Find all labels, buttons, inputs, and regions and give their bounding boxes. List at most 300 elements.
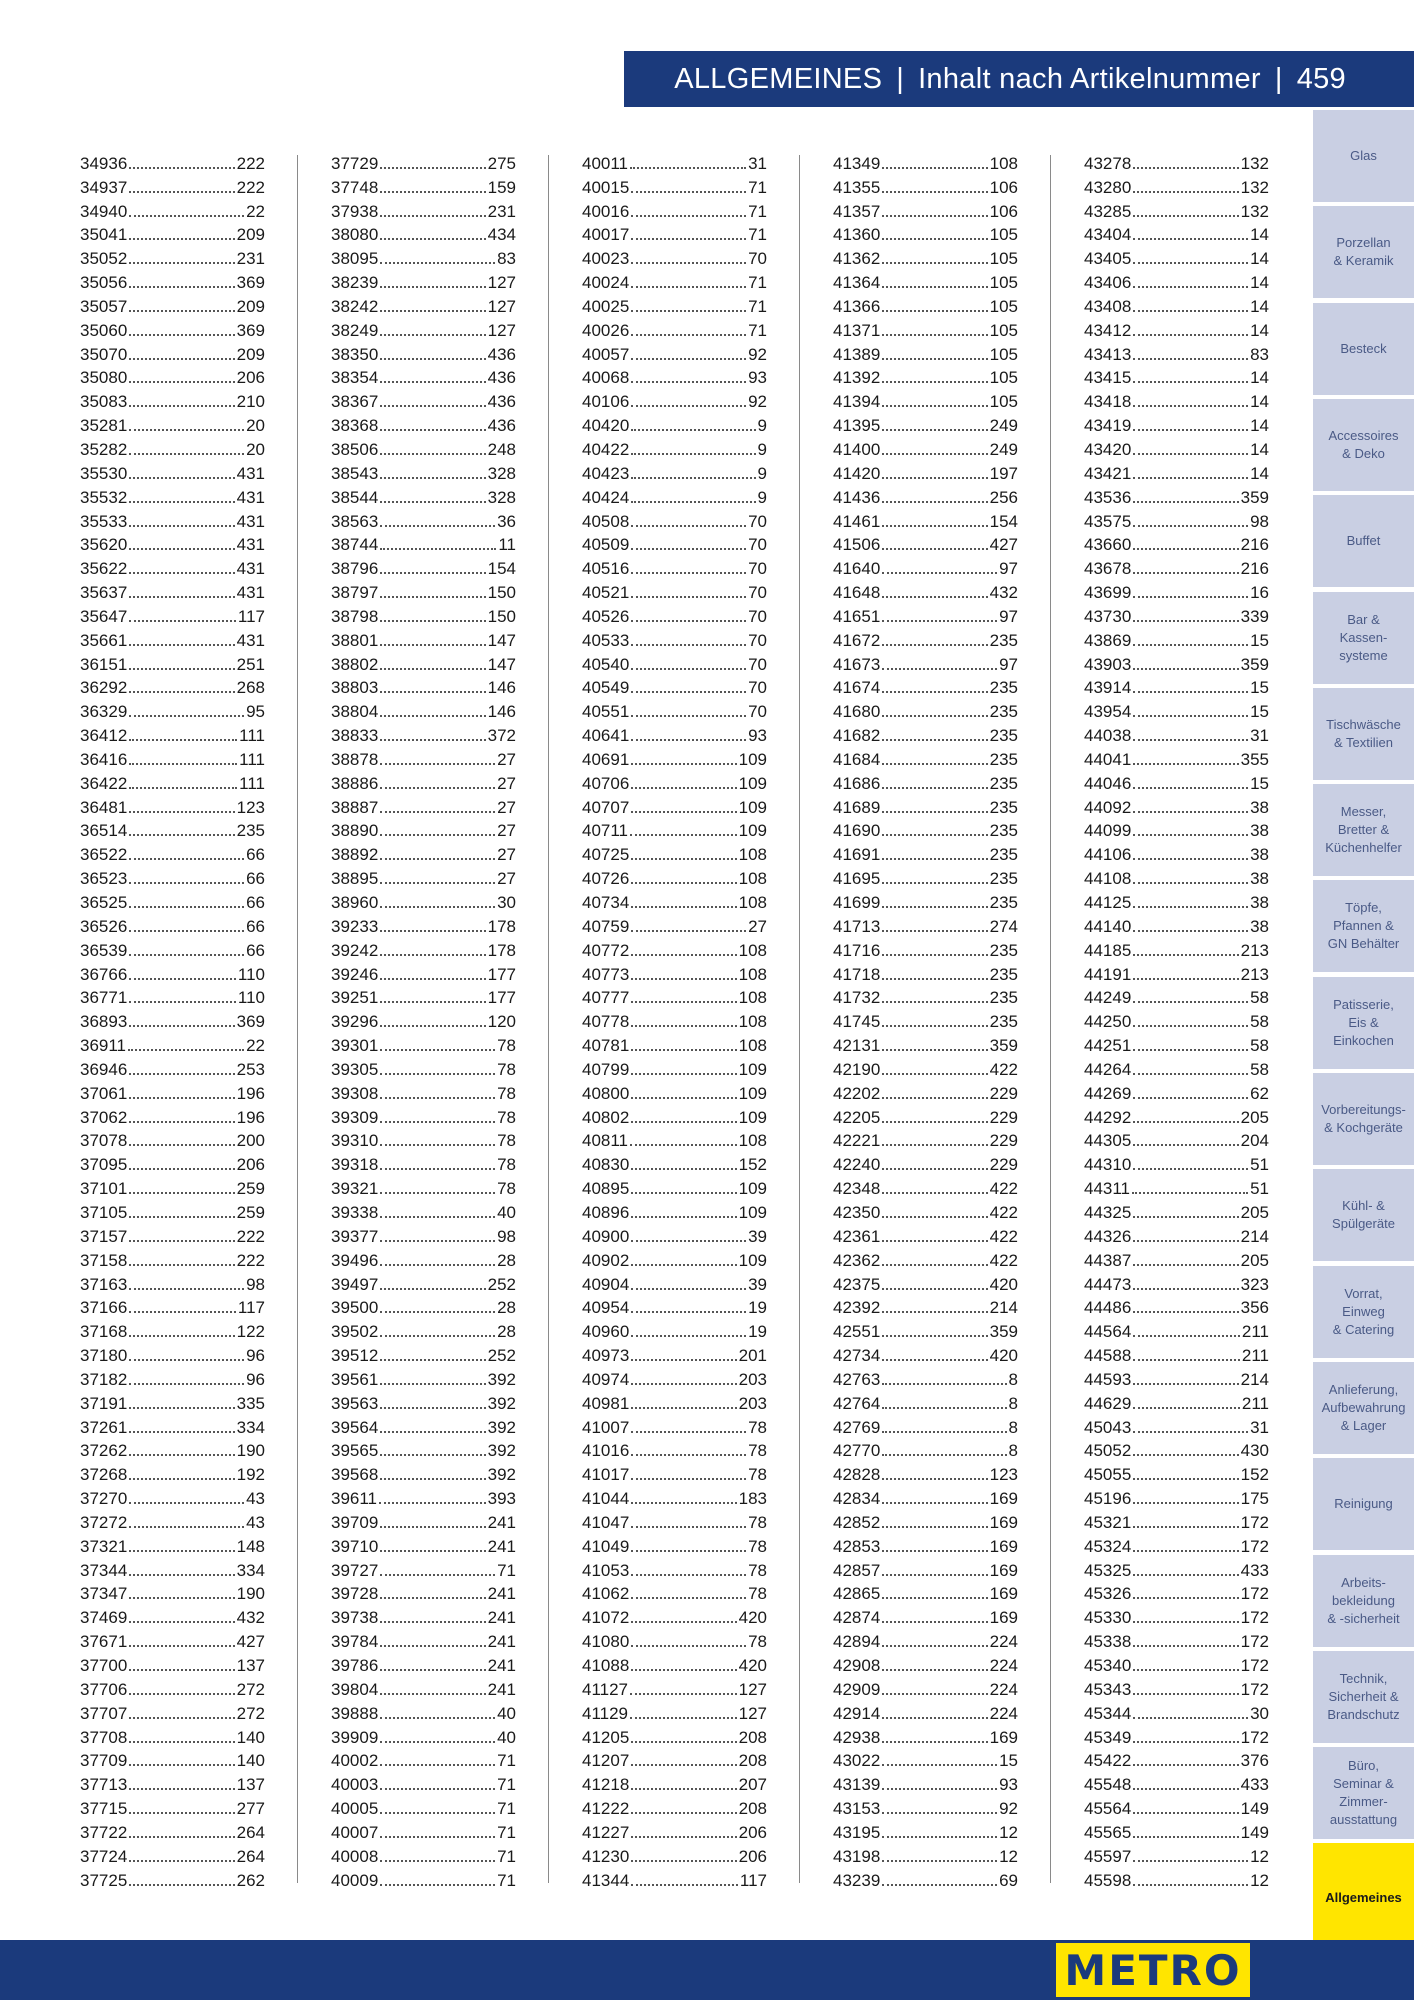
dot-leader — [1133, 1167, 1248, 1170]
index-entry — [331, 1461, 516, 1485]
page-reference: 264 — [236, 1846, 265, 1866]
article-number: 38802 — [331, 654, 379, 674]
dot-leader — [1133, 738, 1248, 741]
article-number: 40551 — [582, 702, 630, 722]
page-reference: 58 — [1250, 1059, 1269, 1079]
article-number: 45324 — [1084, 1536, 1132, 1556]
dot-leader — [380, 285, 485, 288]
article-number: 39496 — [331, 1250, 379, 1270]
index-entry — [331, 1628, 516, 1652]
page-reference: 222 — [236, 1226, 265, 1246]
side-tab[interactable]: Töpfe, Pfannen & GN Behälter — [1313, 880, 1414, 974]
article-number: 41506 — [833, 535, 881, 555]
article-number: 43914 — [1084, 678, 1132, 698]
page-reference: 241 — [487, 1632, 516, 1652]
page-reference: 98 — [246, 1274, 265, 1294]
page-reference: 207 — [738, 1775, 767, 1795]
article-number: 40773 — [582, 964, 630, 984]
article-number: 39565 — [331, 1441, 379, 1461]
index-entry — [582, 1795, 767, 1819]
dot-leader — [882, 738, 987, 741]
page-reference: 12 — [999, 1822, 1018, 1842]
index-entry — [833, 794, 1018, 818]
article-number: 42375 — [833, 1274, 881, 1294]
dot-leader — [631, 476, 755, 479]
page-reference: 229 — [989, 1083, 1018, 1103]
page-reference: 206 — [236, 1155, 265, 1175]
page-reference: 132 — [1240, 177, 1269, 197]
index-entry — [582, 388, 767, 412]
article-number: 37182 — [80, 1369, 128, 1389]
metro-logo — [1053, 1940, 1253, 2000]
article-number: 38544 — [331, 487, 379, 507]
dot-leader — [1133, 1239, 1238, 1242]
index-entry — [582, 1271, 767, 1295]
dot-leader — [882, 166, 987, 169]
article-number: 40533 — [582, 630, 630, 650]
article-number: 44106 — [1084, 845, 1132, 865]
page-reference: 109 — [738, 1179, 767, 1199]
article-number: 40549 — [582, 678, 630, 698]
dot-leader — [1133, 1692, 1238, 1695]
article-number: 38833 — [331, 726, 379, 746]
dot-leader — [129, 1740, 234, 1743]
page-reference: 12 — [999, 1846, 1018, 1866]
index-entry — [80, 1819, 265, 1843]
dot-leader — [380, 1644, 485, 1647]
page-reference: 97 — [999, 606, 1018, 626]
page-reference: 71 — [748, 273, 767, 293]
dot-leader — [631, 619, 746, 622]
article-number: 41362 — [833, 249, 881, 269]
article-number: 40015 — [582, 177, 630, 197]
index-column — [582, 150, 767, 1891]
index-entry — [833, 698, 1018, 722]
dot-leader — [129, 786, 237, 789]
index-entry — [1084, 365, 1269, 389]
page-reference: 172 — [1240, 1608, 1269, 1628]
page-reference: 259 — [236, 1179, 265, 1199]
index-entry — [833, 532, 1018, 556]
index-entry — [833, 818, 1018, 842]
page-reference: 70 — [748, 559, 767, 579]
page-reference: 359 — [989, 1036, 1018, 1056]
index-entry — [582, 1008, 767, 1032]
page-reference: 15 — [999, 1751, 1018, 1771]
page-reference: 422 — [989, 1059, 1018, 1079]
article-number: 44311 — [1084, 1179, 1131, 1199]
page-reference: 14 — [1250, 392, 1269, 412]
header-subtitle: Inhalt nach Artikelnummer — [918, 62, 1261, 95]
article-number: 41695 — [833, 869, 881, 889]
dot-leader — [882, 1096, 987, 1099]
dot-leader — [380, 667, 485, 670]
article-number: 37469 — [80, 1608, 128, 1628]
side-tab[interactable]: Buffet — [1313, 495, 1414, 589]
dot-leader — [1133, 619, 1238, 622]
index-entry — [80, 1414, 265, 1438]
index-entry — [1084, 1748, 1269, 1772]
page-reference: 27 — [497, 845, 516, 865]
index-entry — [331, 698, 516, 722]
article-number: 36151 — [80, 654, 128, 674]
article-number: 39301 — [331, 1036, 379, 1056]
side-tab[interactable]: Bar & Kassen- systeme — [1313, 592, 1414, 686]
dot-leader — [882, 1740, 987, 1743]
index-entry — [582, 1724, 767, 1748]
page-reference: 154 — [989, 511, 1018, 531]
index-entry — [1084, 1032, 1269, 1056]
page-reference: 190 — [236, 1441, 265, 1461]
index-entry — [80, 1700, 265, 1724]
article-number: 40509 — [582, 535, 630, 555]
page-reference: 252 — [487, 1274, 516, 1294]
page-reference: 38 — [1250, 797, 1269, 817]
page-reference: 127 — [487, 273, 516, 293]
dot-leader — [129, 738, 237, 741]
index-entry — [582, 317, 767, 341]
article-number: 44140 — [1084, 916, 1132, 936]
article-number: 39318 — [331, 1155, 379, 1175]
side-tab[interactable]: Technik, Sicherheit & Brandschutz — [1313, 1651, 1414, 1745]
page-reference: 169 — [989, 1512, 1018, 1532]
index-entry — [80, 913, 265, 937]
index-entry — [1084, 269, 1269, 293]
page-reference: 92 — [999, 1799, 1018, 1819]
index-entry — [833, 222, 1018, 246]
page-reference: 28 — [497, 1322, 516, 1342]
page-reference: 110 — [237, 964, 265, 984]
article-number: 40526 — [582, 606, 630, 626]
side-tab[interactable]: Porzellan & Keramik — [1313, 206, 1414, 300]
article-number: 37105 — [80, 1202, 128, 1222]
page-reference: 62 — [1250, 1083, 1269, 1103]
index-entry — [331, 865, 516, 889]
dot-leader — [380, 1382, 485, 1385]
article-number: 37078 — [80, 1131, 128, 1151]
index-entry — [331, 1128, 516, 1152]
side-tab[interactable]: Patisserie, Eis & Einkochen — [1313, 977, 1414, 1071]
index-entry — [1084, 913, 1269, 937]
page-reference: 105 — [989, 392, 1018, 412]
page-reference: 222 — [236, 153, 265, 173]
article-number: 44125 — [1084, 893, 1132, 912]
dot-leader — [1133, 357, 1248, 360]
article-number: 40540 — [582, 654, 630, 674]
page-reference: 235 — [989, 821, 1018, 841]
side-tab[interactable]: Vorrat, Einweg & Catering — [1313, 1266, 1414, 1360]
article-number: 44292 — [1084, 1107, 1132, 1127]
dot-leader — [129, 500, 234, 503]
index-entry — [80, 1247, 265, 1271]
page-reference: 70 — [748, 630, 767, 650]
page-reference: 231 — [487, 201, 516, 221]
index-entry — [80, 1080, 265, 1104]
article-number: 39804 — [331, 1679, 379, 1699]
page-reference: 427 — [236, 1632, 265, 1652]
index-entry — [833, 770, 1018, 794]
dot-leader — [129, 1191, 234, 1194]
dot-leader — [631, 1430, 746, 1433]
page-reference: 93 — [748, 726, 767, 746]
dot-leader — [882, 595, 987, 598]
article-number: 41207 — [582, 1751, 630, 1771]
index-entry — [331, 1390, 516, 1414]
dot-leader — [882, 1239, 987, 1242]
index-entry — [833, 269, 1018, 293]
page-reference: 28 — [497, 1298, 516, 1318]
index-entry — [833, 174, 1018, 198]
page-reference: 43 — [246, 1489, 265, 1509]
page-reference: 248 — [487, 439, 516, 459]
dot-leader — [129, 309, 234, 312]
index-entry — [80, 555, 265, 579]
article-number: 43420 — [1084, 439, 1132, 459]
index-entry — [80, 746, 265, 770]
page-reference: 117 — [237, 1298, 265, 1318]
page-reference: 108 — [738, 869, 767, 889]
dot-leader — [630, 1692, 737, 1695]
page-reference: 203 — [738, 1369, 767, 1389]
side-tab[interactable]: Accessoires & Deko — [1313, 399, 1414, 493]
dot-leader — [129, 1644, 234, 1647]
article-number: 41062 — [582, 1584, 630, 1604]
page-reference: 235 — [989, 797, 1018, 817]
dot-leader — [882, 1287, 987, 1290]
dot-leader — [1133, 500, 1238, 503]
dot-leader — [129, 1549, 234, 1552]
article-number: 41017 — [582, 1465, 630, 1485]
article-number: 40068 — [582, 368, 630, 388]
page-reference: 38 — [1250, 869, 1269, 889]
page-reference: 216 — [1240, 535, 1269, 555]
logo-text: METRO — [1064, 1945, 1242, 1995]
index-entry — [582, 913, 767, 937]
side-tab[interactable]: Arbeits- bekleidung & -sicherheit — [1313, 1555, 1414, 1649]
index-entry — [1084, 532, 1269, 556]
index-entry — [80, 1032, 265, 1056]
page-reference: 140 — [236, 1751, 265, 1771]
page-reference: 19 — [748, 1322, 767, 1342]
side-tab[interactable]: Messer, Bretter & Küchenhelfer — [1313, 784, 1414, 878]
category-sidebar — [1313, 110, 1414, 1922]
column-divider — [297, 155, 298, 1883]
page-reference: 183 — [738, 1489, 767, 1509]
index-entry — [80, 841, 265, 865]
page-reference: 105 — [989, 320, 1018, 340]
side-tab[interactable]: Allgemeines — [1313, 1843, 1414, 1955]
dot-leader — [380, 595, 485, 598]
index-entry — [833, 603, 1018, 627]
index-column — [833, 150, 1018, 1891]
page-reference: 108 — [989, 153, 1018, 173]
dot-leader — [631, 1167, 736, 1170]
page-reference: 38 — [1250, 893, 1269, 912]
page-reference: 172 — [1240, 1632, 1269, 1652]
index-entry — [582, 675, 767, 699]
dot-leader — [380, 857, 495, 860]
dot-leader — [882, 690, 987, 693]
article-number: 42908 — [833, 1656, 881, 1675]
article-number: 41371 — [833, 320, 881, 340]
index-entry — [582, 1151, 767, 1175]
index-entry — [582, 1438, 767, 1462]
index-entry — [582, 961, 767, 985]
page-reference: 71 — [748, 201, 767, 221]
dot-leader — [129, 667, 234, 670]
index-entry — [833, 746, 1018, 770]
dot-leader — [380, 1096, 495, 1099]
side-tab[interactable]: Besteck — [1313, 303, 1414, 397]
dot-leader — [1133, 1644, 1238, 1647]
index-entry — [582, 1509, 767, 1533]
dot-leader — [1133, 595, 1248, 598]
index-entry — [331, 1151, 516, 1175]
page-reference: 78 — [497, 1036, 516, 1056]
index-entry — [1084, 508, 1269, 532]
article-number: 36525 — [80, 893, 128, 912]
side-tab[interactable]: Büro, Seminar & Zimmer- ausstattung — [1313, 1747, 1414, 1841]
index-entry — [833, 1438, 1018, 1462]
index-entry — [1084, 1509, 1269, 1533]
dot-leader — [882, 1859, 997, 1862]
article-number: 36292 — [80, 678, 128, 698]
article-number: 41355 — [833, 177, 881, 197]
page-reference: 66 — [246, 916, 265, 936]
index-entry — [1084, 1342, 1269, 1366]
page-reference: 149 — [1240, 1799, 1269, 1819]
index-entry — [582, 1295, 767, 1319]
index-entry — [80, 1318, 265, 1342]
index-entry — [833, 460, 1018, 484]
index-entry — [582, 174, 767, 198]
page-reference: 436 — [487, 416, 516, 436]
dot-leader — [882, 1596, 987, 1599]
index-entry — [833, 1748, 1018, 1772]
index-entry — [582, 1819, 767, 1843]
dot-leader — [129, 1382, 244, 1385]
article-number: 40904 — [582, 1274, 630, 1294]
dot-leader — [631, 237, 746, 240]
article-number: 42909 — [833, 1679, 881, 1699]
index-entry — [833, 388, 1018, 412]
dot-leader — [882, 190, 987, 193]
index-entry — [80, 1843, 265, 1867]
dot-leader — [1133, 1549, 1238, 1552]
dot-leader — [380, 1477, 485, 1480]
page-reference: 177 — [487, 988, 516, 1008]
article-number: 42348 — [833, 1179, 881, 1199]
article-number: 45343 — [1084, 1679, 1132, 1699]
article-number: 42734 — [833, 1346, 881, 1366]
index-entry — [833, 889, 1018, 913]
article-number: 41640 — [833, 559, 881, 579]
index-entry — [833, 365, 1018, 389]
index-entry — [833, 1843, 1018, 1867]
index-entry — [331, 460, 516, 484]
page-reference: 108 — [738, 964, 767, 984]
dot-leader — [129, 1167, 234, 1170]
index-entry — [80, 1295, 265, 1319]
dot-leader — [380, 476, 485, 479]
index-entry — [331, 889, 516, 913]
page-reference: 224 — [989, 1703, 1018, 1723]
page-reference: 197 — [989, 463, 1018, 483]
index-entry — [833, 1604, 1018, 1628]
page-reference: 14 — [1250, 296, 1269, 316]
page-reference: 235 — [989, 1012, 1018, 1032]
dot-leader — [380, 452, 485, 455]
article-number: 41227 — [582, 1822, 630, 1842]
article-number: 37938 — [331, 201, 379, 221]
index-entry — [80, 1175, 265, 1199]
article-number: 40008 — [331, 1846, 379, 1866]
page-reference: 152 — [1240, 1465, 1269, 1485]
index-entry — [833, 1414, 1018, 1438]
index-entry — [1084, 651, 1269, 675]
article-number: 39377 — [331, 1226, 379, 1246]
page-reference: 66 — [246, 893, 265, 912]
article-number: 40002 — [331, 1751, 379, 1771]
index-entry — [80, 1604, 265, 1628]
side-tab[interactable]: Reinigung — [1313, 1458, 1414, 1552]
dot-leader — [129, 1835, 234, 1838]
article-number: 40778 — [582, 1012, 630, 1032]
page-reference: 393 — [487, 1489, 516, 1509]
index-column — [80, 150, 265, 1891]
index-entry — [1084, 1819, 1269, 1843]
dot-leader — [380, 524, 495, 527]
index-entry — [80, 1533, 265, 1557]
side-tab[interactable]: Glas — [1313, 110, 1414, 204]
index-entry — [833, 1080, 1018, 1104]
page-reference: 71 — [497, 1775, 516, 1795]
dot-leader — [1133, 977, 1238, 980]
index-entry — [331, 1080, 516, 1104]
header-separator: | — [896, 62, 905, 95]
page-reference: 172 — [1240, 1727, 1269, 1747]
dot-leader — [631, 261, 746, 264]
index-entry — [331, 1318, 516, 1342]
dot-leader — [129, 571, 234, 574]
page-reference: 376 — [1240, 1751, 1269, 1771]
index-entry — [582, 293, 767, 317]
article-number: 38892 — [331, 845, 379, 865]
page-reference: 14 — [1250, 416, 1269, 436]
article-number: 41689 — [833, 797, 881, 817]
page-reference: 70 — [748, 249, 767, 269]
page-reference: 268 — [236, 678, 265, 698]
article-number: 40725 — [582, 845, 630, 865]
page-reference: 14 — [1250, 320, 1269, 340]
dot-leader — [882, 428, 987, 431]
side-tab[interactable]: Kühl- & Spülgeräte — [1313, 1169, 1414, 1263]
dot-leader — [380, 1596, 485, 1599]
side-tab[interactable]: Tischwäsche & Textilien — [1313, 688, 1414, 782]
index-entry — [80, 245, 265, 269]
dot-leader — [631, 1549, 746, 1552]
index-entry — [80, 508, 265, 532]
index-entry — [1084, 627, 1269, 651]
dot-leader — [631, 1024, 736, 1027]
index-entry — [80, 985, 265, 1009]
page-reference: 264 — [236, 1822, 265, 1842]
side-tab[interactable]: Vorbereitungs- & Kochgeräte — [1313, 1073, 1414, 1167]
index-entry — [833, 1390, 1018, 1414]
dot-leader — [1133, 1835, 1238, 1838]
article-number: 42914 — [833, 1703, 881, 1723]
side-tab[interactable]: Anlieferung, Aufbewahrung & Lager — [1313, 1362, 1414, 1456]
